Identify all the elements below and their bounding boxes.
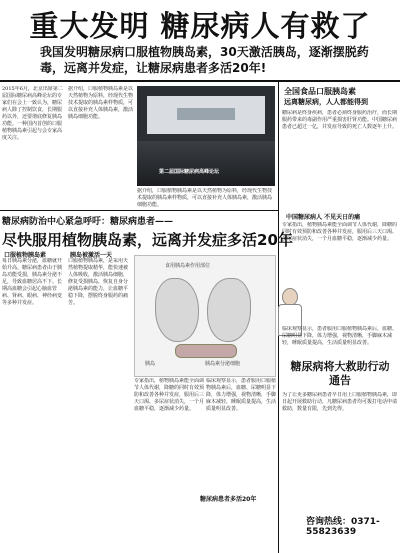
headline: 重大发明 糖尿病人有救了 — [29, 9, 371, 43]
right-subtitle: 中国糖尿病人 不见天日的痛 — [286, 214, 361, 221]
organ-label-right: 胰岛素分泌细胞 — [205, 361, 241, 367]
right-head-1: 全国食品口服胰岛素 — [284, 87, 356, 96]
middle-column-top: 据介绍，口服植物胰岛素是以天然植物为原料，经现代生物技术提取的胰岛素样物质，可以直接补充人体胰岛素，激活胰岛细胞功能。 — [68, 86, 134, 120]
right-head-2: 远离糖尿病，人人都能得到 — [284, 98, 368, 106]
stage-logo — [177, 108, 235, 120]
left-column-top: 2015年6月，北京出席第二届国际糖尿病高峰论坛的专家们在会上一致认为，糖尿病人除了控制饮食，长期服药以外，还要彻底修复胰岛功能。一种国内首创的口服植物胰岛素引起与会专家高度关注。 — [2, 86, 63, 141]
stage-screen — [147, 96, 265, 134]
conference-photo — [137, 86, 275, 186]
column-d: 临床观察显示，患者服用口服植物胰岛素后，血糖、尿糖明显下降，体力增强，视物清晰，手脚麻木减轻，睡眠质量提高，生活质量明显改善。 — [206, 378, 276, 412]
section-title: 尽快服用植物胰岛素，远离并发症多活20年 — [2, 231, 293, 249]
divider-section — [0, 210, 278, 211]
left-lung-shape — [155, 278, 199, 342]
right-column-text-3: 临床观察显示，患者服用口服植物胰岛素后，血糖、尿糖明显下降，体力增强，视物清晰，手脚麻木减轻，睡眠质量提高，生活质量明显改善。 — [282, 326, 398, 346]
photo-note: 据介绍，口服植物胰岛素是以天然植物为原料，经现代生物技术提取的胰岛素样物质，可以直接补充人体胰岛素，激活胰岛细胞功能。 — [137, 188, 273, 208]
organ-label-left: 胰岛 — [145, 361, 156, 367]
rescue-notice-title: 糖尿病将大救助行动通告 — [290, 360, 390, 387]
organ-figure — [134, 255, 276, 377]
audience — [137, 141, 275, 186]
column-b: 口服植物胰岛素，是采用天然植物提取精华，能快速被人体吸收，激活胰岛细胞，修复受损胰岛，恢复自身分泌胰岛素的能力，让血糖平稳下降，摆脱终身服药的痛苦。 — [68, 258, 129, 306]
hotline: 咨询热线：0371-55823639 — [306, 517, 380, 537]
pancreas-shape — [175, 344, 237, 358]
sub-label-a: 口服植物胰岛素 — [4, 252, 47, 259]
subhead: 我国发明糖尿病口服植物胰岛素，30天激活胰岛，逐渐摆脱药毒，远离并发症，让糖尿病患者多活20年! — [40, 45, 369, 75]
headline-bar — [0, 0, 400, 44]
sub-label-c: 糖尿病患者多活20年 — [200, 496, 257, 503]
column-a: 每日胰岛素分泌，血糖就开始升高。糖尿病患者由于胰岛功能受损，胰岛素分泌不足，导致血糖居高不下。长期高血糖会引起心脑血管病、肾病、眼病、神经病变等多种并发症。 — [2, 258, 63, 306]
photo-caption: 第二届国际糖尿病高峰论坛 — [159, 169, 220, 175]
right-column-text-2: 专家指出，植物胰岛素能全面调节人体代谢，降糖的同时有效预防和改善各种并发症，服用后三天口渴、多尿症状消失，一个月血糖平稳，逐渐减少药量。 — [282, 222, 398, 242]
sub-label-b: 胰岛被激活一天 — [70, 252, 113, 259]
column-c: 专家指出，植物胰岛素能全面调节人体代谢，降糖的同时有效预防和改善各种并发症，服用后三天口渴、多尿症状消失，一个月血糖平稳，逐渐减少药量。 — [134, 378, 204, 412]
divider-top — [0, 80, 400, 82]
right-column-text: 糖尿病是终身疾病，患者必须终身服药治疗，而长期服药带来的毒副作用严重损害肝肾功能。中国糖尿病患者已超过一亿，并发症导致的死亡人数逐年上升。 — [282, 110, 398, 130]
section-kicker: 糖尿病防治中心紧急呼吁：糖尿病患者—— — [2, 217, 174, 227]
organ-figure-title: 食用胰岛素作用部位 — [165, 263, 211, 269]
rescue-notice-text: 为了让更多糖尿病患者早日用上口服植物胰岛素，即日起开展救助行动，凡糖尿病患者均可拨打电话申请救助，数量有限，先到先得。 — [282, 392, 398, 412]
right-lung-shape — [207, 278, 251, 342]
